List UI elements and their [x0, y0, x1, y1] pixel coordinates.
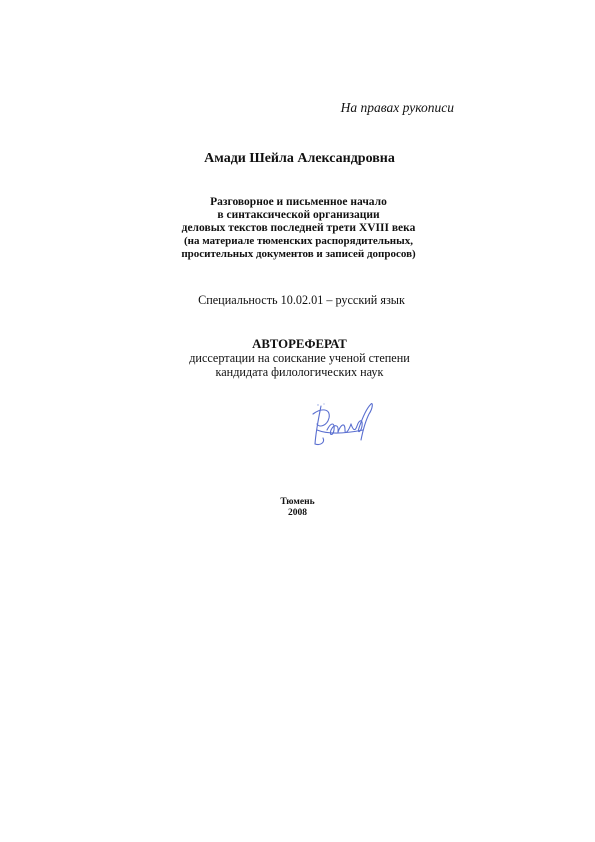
degree-line: кандидата филологических наук — [215, 365, 384, 379]
title-line: деловых текстов последней трети XVIII века — [181, 222, 416, 234]
document-type-heading: АВТОРЕФЕРАТ — [252, 337, 347, 351]
handwritten-signature — [307, 400, 377, 450]
year: 2008 — [288, 508, 307, 518]
dissertation-title — [1, 196, 595, 261]
title-subtitle-line: просительных документов и записей допросов) — [181, 248, 416, 260]
title-subtitle-line: (на материале тюменских распорядительных, — [184, 235, 413, 247]
specialty-line: Специальность 10.02.01 – русский язык — [198, 293, 405, 307]
author-name: Амади Шейла Александровна — [204, 151, 395, 166]
degree-description — [2, 351, 595, 379]
city-name: Тюмень — [280, 497, 315, 507]
title-line: Разговорное и письменное начало — [210, 196, 387, 208]
rights-note: На правах рукописи — [340, 100, 454, 115]
publication-place-year — [0, 497, 595, 519]
degree-line: диссертации на соискание ученой степени — [189, 351, 410, 365]
title-line: в синтаксической организации — [217, 209, 380, 221]
